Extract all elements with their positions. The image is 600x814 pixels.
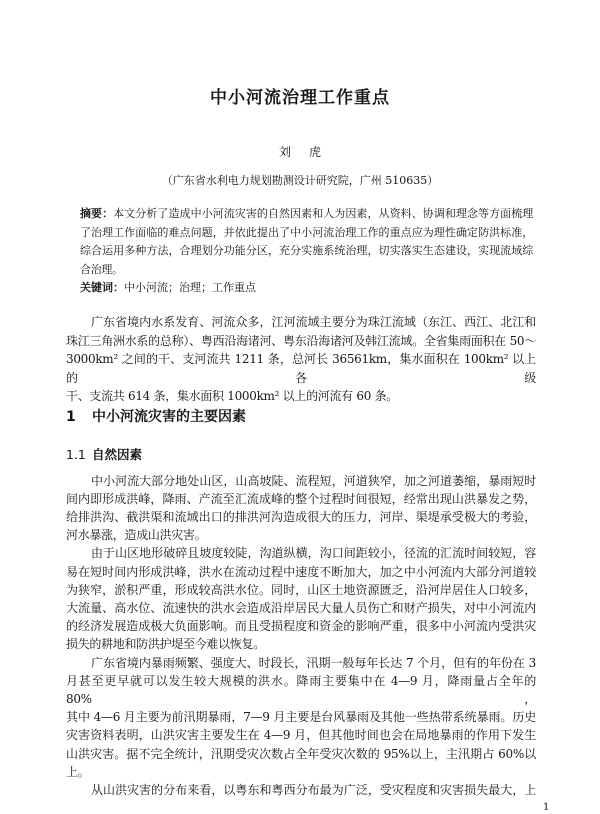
- text-line: 的经济发展造成极大负面影响。而且受损程度和资金的影响严重，很多中小河流内受洪灾: [66, 619, 536, 634]
- paragraph: [66, 544, 536, 653]
- subsection-heading: [66, 446, 600, 464]
- paragraph: [66, 472, 536, 545]
- author-given: 虎: [309, 145, 322, 159]
- text-line: 大流量、高水位、流速快的洪水会造成沿岸居民大量人员伤亡和财产损失，对中小河流内: [66, 600, 536, 615]
- text-line: 灾害资料表明，山洪灾害主要发生在 4—9 月，但其他时间也会在局地暴雨的作用下发生: [66, 728, 536, 743]
- text-line: 广东省境内水系发育、河流众多，江河流域主要分为珠江流域（东江、西江、北江和: [91, 315, 536, 329]
- author: [0, 143, 600, 161]
- page-number: 1: [543, 802, 550, 814]
- abstract: [80, 205, 533, 279]
- keywords-text: 中小河流；治理；工作重点: [124, 281, 256, 294]
- text-line: 其中 4—6 月主要为前汛期暴雨，7—9 月主要是台风暴雨及其他一些热带系统暴雨。历史: [66, 710, 536, 725]
- abstract-line: 了治理工作面临的难点问题，并依此提出了中小河流治理工作的重点应为理性确定防洪标准，: [80, 225, 533, 239]
- abstract-label: 摘要：: [80, 207, 114, 220]
- subsection-title: 自然因素: [92, 446, 143, 462]
- abstract-line: 合治理。: [80, 262, 123, 276]
- text-line: 间内即形成洪峰，降雨、产流至汇流成峰的整个过程时间很短，经常出现山洪暴发之势，: [66, 491, 536, 506]
- text-line: 中小河流大部分地处山区，山高坡陡、流程短，河道狭窄，加之河道萎缩，暴雨短时: [91, 473, 536, 488]
- page-title: 中小河流治理工作重点: [210, 88, 390, 108]
- section-title: 中小河流灾害的主要因素: [92, 408, 246, 425]
- text-line: 为狭窄，淤积严重，形成较高洪水位。同时，山区土地资源匮乏，沿河岸居住人口较多，: [66, 582, 536, 597]
- section-number: 1: [66, 408, 76, 425]
- text-line: 河水暴涨，造成山洪灾害。: [66, 528, 207, 543]
- text-line: 干、支流共 614 条，集水面积 1000km² 以上的河流有 60 条。: [66, 389, 398, 403]
- section-body: [66, 472, 536, 800]
- author-surname: 刘: [278, 145, 291, 159]
- keywords-label: 关键词：: [80, 281, 124, 294]
- keywords: [80, 279, 533, 298]
- section-heading: [66, 407, 600, 427]
- affiliation: （广东省水利电力规划勘测设计研究院，广州 510635）: [161, 174, 439, 187]
- abstract-text: 本文分析了造成中小河流灾害的自然因素和人为因素，从资料、协调和理念等方面梳理: [113, 207, 533, 220]
- text-line: 月甚至更早就可以发生较大规模的洪水。降雨主要集中在 4—9 月，降雨量占全年的 80%，: [66, 673, 536, 706]
- text-line: 3000km² 之间的干、支河流共 1211 条，总河长 36561km，集水面积在 100km² 以上的各级: [66, 352, 536, 385]
- text-line: 广东省境内暴雨频繁、强度大、时段长，汛期一般每年长达 7 个月，但有的年份在 3: [91, 655, 536, 670]
- text-line: 给排洪沟、截洪渠和流域出口的排洪河沟造成很大的压力，河岸、渠堤承受极大的考验，: [66, 509, 536, 524]
- text-line: 山洪灾害。据不完全统计，汛期受灾次数占全年受灾次数的 95%以上，主汛期占 60%以上。: [66, 746, 536, 779]
- text-line: 从山洪灾害的分布来看，以粤东和粤西分布最为广泛，受灾程度和灾害损失最大，上: [91, 782, 536, 797]
- text-line: 易在短时间内形成洪峰，洪水在流动过程中速度不断加大，加之中小河流内大部分河道较: [66, 564, 536, 579]
- abstract-line: [80, 205, 533, 224]
- intro-paragraph: [66, 313, 536, 406]
- abstract-line: 综合运用多种方法，合理划分功能分区，充分实施系统治理，切实落实生态建设，实现流域综: [80, 244, 533, 257]
- text-line: 由于山区地形破碎且坡度较陡，沟道纵横，沟口间距较小，径流的汇流时间较短，容: [91, 546, 536, 561]
- text-line: 损失的耕地和防洪护堤至今难以恢复。: [66, 637, 265, 652]
- subsection-number: 1.1: [66, 446, 86, 462]
- paragraph: [66, 781, 536, 799]
- text-line: 珠江三角洲水系的总称）、粤西沿海诸河、粤东沿海诸河及韩江流域。全省集雨面积在 50～: [66, 333, 536, 348]
- paragraph: [66, 654, 536, 781]
